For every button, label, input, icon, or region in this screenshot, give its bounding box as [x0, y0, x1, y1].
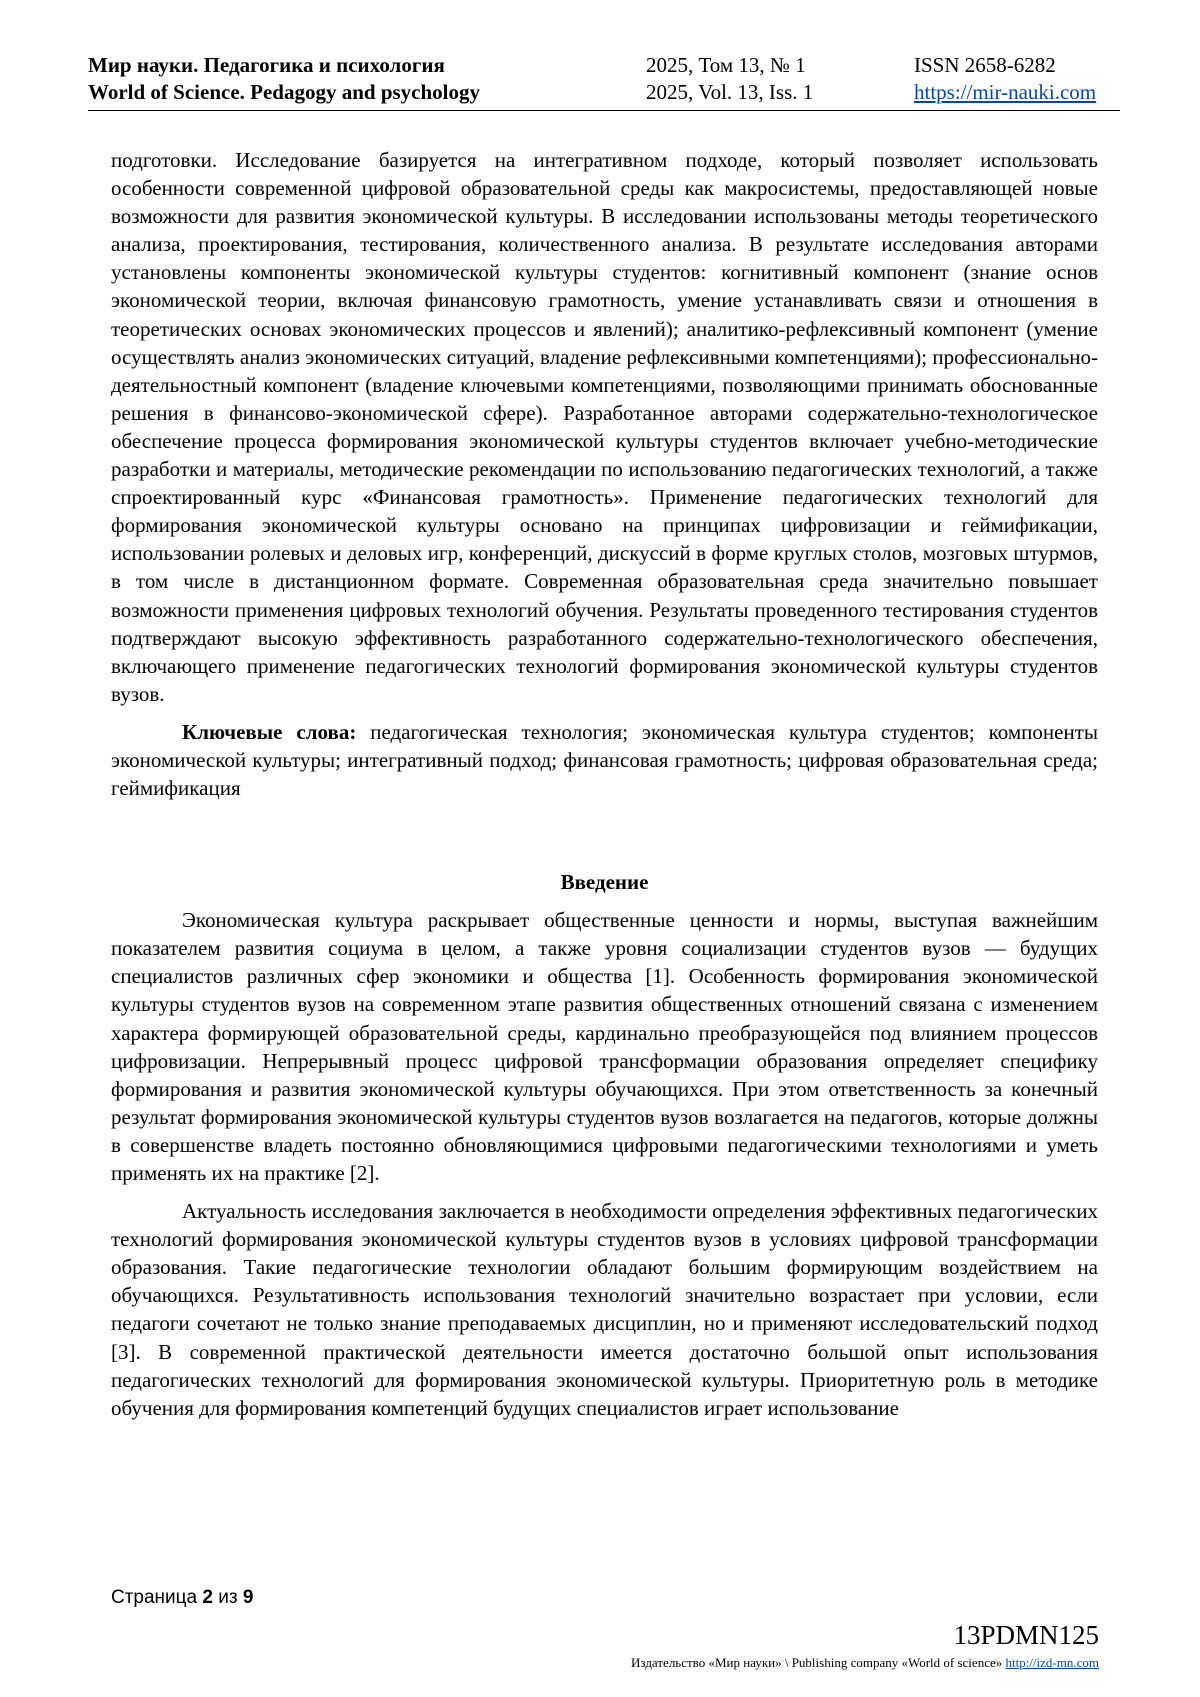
- issn: ISSN 2658-6282: [914, 53, 1056, 77]
- publisher-text: Издательство «Мир науки» \ Publishing company «World of science»: [631, 1655, 1003, 1670]
- journal-url-link[interactable]: https://mir-nauki.com: [914, 80, 1097, 104]
- keywords-label: Ключевые слова:: [182, 719, 357, 744]
- page-of: из: [218, 1587, 238, 1608]
- volume-en: 2025, Vol. 13, Iss. 1: [646, 80, 814, 104]
- article-body: [111, 146, 1098, 1432]
- volume-block: [646, 52, 813, 106]
- publisher-link[interactable]: http://izd-mn.com: [1005, 1655, 1099, 1670]
- keywords: [111, 718, 1098, 802]
- issn-block: [914, 52, 1096, 106]
- publisher-line: [631, 1655, 1099, 1671]
- article-code: 13PDMN125: [953, 1620, 1099, 1650]
- page-word: Страница: [111, 1587, 198, 1608]
- journal-title-en: World of Science. Pedagogy and psychology: [88, 80, 481, 104]
- page-number: [111, 1587, 253, 1609]
- section-heading-introduction: Введение: [560, 870, 649, 895]
- journal-title-block: [88, 52, 480, 106]
- page-current: 2: [202, 1587, 213, 1608]
- volume-ru: 2025, Том 13, № 1: [646, 53, 806, 77]
- journal-header: [88, 52, 1120, 111]
- page-total: 9: [242, 1587, 254, 1608]
- abstract-continuation: подготовки. Исследование базируется на интегративном подходе, который позволяет использовать особенности современной цифровой образовательной среды как макросистемы, предоставляющей новые возможности для развития экономической культуры. В исследовании использованы методы теоретического анализа, проектирования, тестирования, количественного анализа. В результате исследования авторами установлены компоненты экономической культуры студентов: когнитивный компонент (знание основ экономической теории, включая финансовую грамотность, умение устанавливать связи и отношения в теоретических основах экономических процессов и явлений); аналитико-рефлексивный компонент (умение осуществлять анализ экономических ситуаций, владение рефлексивными компетенциями); профессионально-деятельностный компонент (владение ключевыми компетенциями, позволяющими принимать обоснованные решения в финансово-экономической сфере). Разработанное авторами содержательно-технологическое обеспечение процесса формирования экономической культуры студентов включает учебно-методические разработки и материалы, методические рекомендации по использованию педагогических технологий, а также спроектированный курс «Финансовая грамотность». Применение педагогических технологий для формирования экономической культуры основано на принципах цифровизации и геймификации, использовании ролевых и деловых игр, конференций, дискуссий в форме круглых столов, мозговых штурмов, в том числе в дистанционном формате. Современная образовательная среда значительно повышает возможности применения цифровых технологий обучения. Результаты проведенного тестирования студентов подтверждают высокую эффективность разработанного содержательно-технологического обеспечения, включающего применение педагогических технологий формирования экономической культуры студентов вузов.: [111, 148, 1098, 706]
- intro-paragraph-2: Актуальность исследования заключается в необходимости определения эффективных педагогических технологий формирования экономической культуры студентов вузов в условиях цифровой трансформации образования. Такие педагогические технологии обладают большим формирующим воздействием на обучающихся. Результативность использования технологий значительно возрастает при условии, если педагоги сочетают не только знание преподаваемых дисциплин, но и применяют исследовательский подход [3]. В современной практической деятельности имеется достаточно большой опыт использования педагогических технологий для формирования экономической культуры. Приоритетную роль в методике обучения для формирования компетенций будущих специалистов играет использование: [111, 1199, 1098, 1420]
- keywords-text: педагогическая технология; экономическая культура студентов; компоненты экономической культуры; интегративный подход; финансовая грамотность; цифровая образовательная среда; геймификация: [111, 719, 1098, 801]
- journal-title-ru: Мир науки. Педагогика и психология: [88, 53, 445, 77]
- intro-paragraph-1: Экономическая культура раскрывает общественные ценности и нормы, выступая важнейшим показателем развития социума в целом, а также уровня социализации студентов вузов — будущих специалистов различных сфер экономики и общества [1]. Особенность формирования экономической культуры студентов вузов на современном этапе развития общественных отношений связана с изменением характера формирующей образовательной среды, кардинально преобразующейся под влиянием процессов цифровизации. Непрерывный процесс цифровой трансформации образования определяет специфику формирования и развития экономической культуры обучающихся. При этом ответственность за конечный результат формирования экономической культуры студентов вузов возлагается на педагогов, которые должны в совершенстве владеть постоянно обновляющимися цифровыми педагогическими технологиями и уметь применять их на практике [2].: [111, 908, 1098, 1185]
